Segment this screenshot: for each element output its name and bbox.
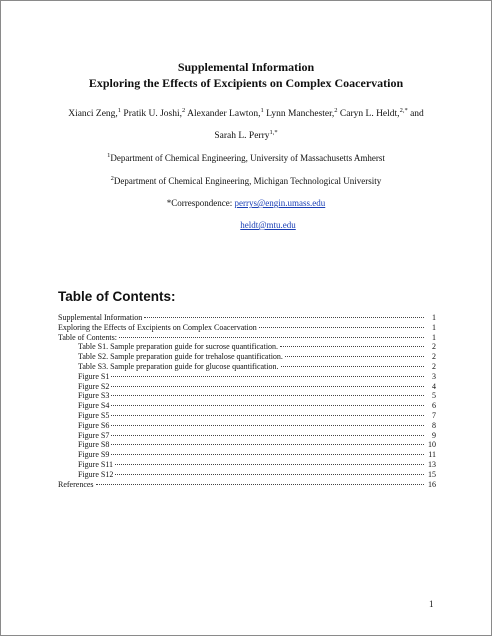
- toc-entry[interactable]: [58, 480, 436, 490]
- toc-entry-label: Table S2. Sample preparation guide for trehalose quantification.: [78, 352, 283, 362]
- author-affiliation-mark: 1: [260, 106, 264, 114]
- email-link-heldt[interactable]: heldt@mtu.edu: [240, 220, 296, 230]
- author-affiliation-mark: 1: [117, 106, 122, 114]
- toc-entry[interactable]: [58, 342, 436, 352]
- toc-entry[interactable]: [58, 391, 436, 401]
- toc-entry-label: Figure S1: [78, 371, 110, 381]
- affiliation-mark: 1: [107, 152, 111, 159]
- toc-dot-leader: [281, 366, 425, 367]
- toc-entry-page: 7: [432, 410, 436, 420]
- toc-entry-page: 5: [432, 391, 436, 401]
- toc-dot-leader: [111, 376, 424, 377]
- toc-entry-page: 4: [432, 381, 436, 391]
- author-affiliation-mark: 1,*: [269, 128, 278, 136]
- toc-entry-label: Figure S2: [78, 381, 110, 391]
- toc-entry-label: Figure S5: [78, 410, 110, 420]
- toc-dot-leader: [111, 444, 424, 445]
- toc-entry[interactable]: [58, 411, 436, 421]
- page-number: 1: [429, 599, 434, 609]
- correspondence: [1, 198, 491, 208]
- toc-entry[interactable]: [58, 401, 436, 411]
- toc-entry[interactable]: [58, 352, 436, 362]
- toc-entry-page: 15: [428, 469, 436, 479]
- author-affiliation-mark: 2: [182, 106, 186, 114]
- title-block: [1, 59, 491, 91]
- toc-dot-leader: [111, 395, 424, 396]
- toc-entry-label: Figure S11: [78, 459, 114, 469]
- toc-dot-leader: [259, 327, 424, 328]
- toc-dot-leader: [111, 386, 424, 387]
- affiliation-mark: 2: [110, 175, 114, 182]
- toc-entry-label: Figure S8: [78, 440, 110, 450]
- author: Caryn L. Heldt,: [337, 109, 400, 119]
- toc-entry-page: 1: [432, 322, 436, 332]
- toc-dot-leader: [96, 484, 424, 485]
- toc-entry-label: Figure S12: [78, 469, 114, 479]
- toc-entry-page: 16: [428, 479, 436, 489]
- toc-entry-page: 6: [432, 401, 436, 411]
- toc-dot-leader: [111, 435, 424, 436]
- toc-entry[interactable]: [58, 421, 436, 431]
- toc-entry-page: 2: [432, 342, 436, 352]
- toc-entry-label: Figure S4: [78, 401, 110, 411]
- author: Pratik U. Joshi,: [121, 109, 183, 119]
- toc-entry[interactable]: [58, 333, 436, 343]
- toc-entry-label: Table of Contents:: [58, 332, 117, 342]
- toc-entry[interactable]: [58, 450, 436, 460]
- toc-entry-label: References: [58, 479, 94, 489]
- toc-dot-leader: [115, 474, 424, 475]
- toc-entry-label: Supplemental Information: [58, 313, 143, 322]
- affiliation-text: Department of Chemical Engineering, Michigan Technological University: [113, 176, 382, 186]
- toc-dot-leader: [144, 317, 424, 318]
- correspondence-label: *Correspondence:: [166, 198, 235, 208]
- toc-dot-leader: [285, 356, 424, 357]
- toc-dot-leader: [111, 415, 424, 416]
- toc-dot-leader: [280, 346, 424, 347]
- title-line-1: Supplemental Information: [177, 60, 315, 74]
- toc-entry-page: 8: [432, 420, 436, 430]
- toc-entry[interactable]: [58, 382, 436, 392]
- toc-entry-page: 2: [432, 361, 436, 371]
- toc-entry[interactable]: [58, 440, 436, 450]
- toc-entry[interactable]: [58, 313, 436, 323]
- table-of-contents: [58, 313, 436, 489]
- toc-heading: Table of Contents:: [58, 289, 176, 304]
- toc-entry[interactable]: [58, 372, 436, 382]
- toc-entry[interactable]: [58, 470, 436, 480]
- affiliation-1: [1, 153, 491, 163]
- author: Xianci Zeng,: [68, 109, 118, 119]
- toc-dot-leader: [111, 425, 424, 426]
- toc-entry-page: 11: [428, 450, 436, 460]
- affiliation-text: Department of Chemical Engineering, University of Massachusetts Amherst: [110, 153, 385, 163]
- toc-dot-leader: [111, 454, 424, 455]
- affiliation-2: [1, 176, 491, 186]
- toc-entry-label: Table S1. Sample preparation guide for sucrose quantification.: [78, 342, 279, 352]
- toc-entry-page: 3: [432, 371, 436, 381]
- authors-line-1: [1, 106, 491, 119]
- toc-entry-label: Exploring the Effects of Excipients on Complex Coacervation: [58, 322, 257, 332]
- toc-entry[interactable]: [58, 362, 436, 372]
- toc-entry-label: Table S3. Sample preparation guide for glucose quantification.: [78, 361, 279, 371]
- author-conjunction: and: [407, 109, 424, 119]
- toc-entry[interactable]: [58, 323, 436, 333]
- toc-entry-label: Figure S3: [78, 391, 110, 401]
- toc-entry-page: 13: [428, 459, 436, 469]
- author-affiliation-mark: 2: [334, 106, 338, 114]
- toc-entry-label: Figure S6: [78, 420, 110, 430]
- correspondence-line-2: [1, 220, 491, 230]
- email-link-perry[interactable]: perrys@engin.umass.edu: [234, 198, 326, 208]
- toc-entry-page: 10: [428, 440, 436, 450]
- author: Sarah L. Perry: [214, 131, 270, 141]
- author-affiliation-mark: 2,*: [399, 106, 408, 114]
- toc-entry[interactable]: [58, 460, 436, 470]
- toc-entry-page: 1: [432, 313, 436, 322]
- authors-line-2: [1, 128, 491, 141]
- toc-entry-page: 2: [432, 352, 436, 362]
- toc-dot-leader: [115, 464, 424, 465]
- author: Lynn Manchester,: [263, 109, 335, 119]
- toc-dot-leader: [111, 405, 424, 406]
- toc-entry-label: Figure S7: [78, 430, 110, 440]
- author: Alexander Lawton,: [185, 109, 261, 119]
- title-line-2: Exploring the Effects of Excipients on Complex Coacervation: [88, 76, 404, 90]
- toc-entry-page: 1: [432, 332, 436, 342]
- toc-entry[interactable]: [58, 431, 436, 441]
- toc-dot-leader: [119, 337, 424, 338]
- toc-entry-label: Figure S9: [78, 450, 110, 460]
- toc-entry-page: 9: [432, 430, 436, 440]
